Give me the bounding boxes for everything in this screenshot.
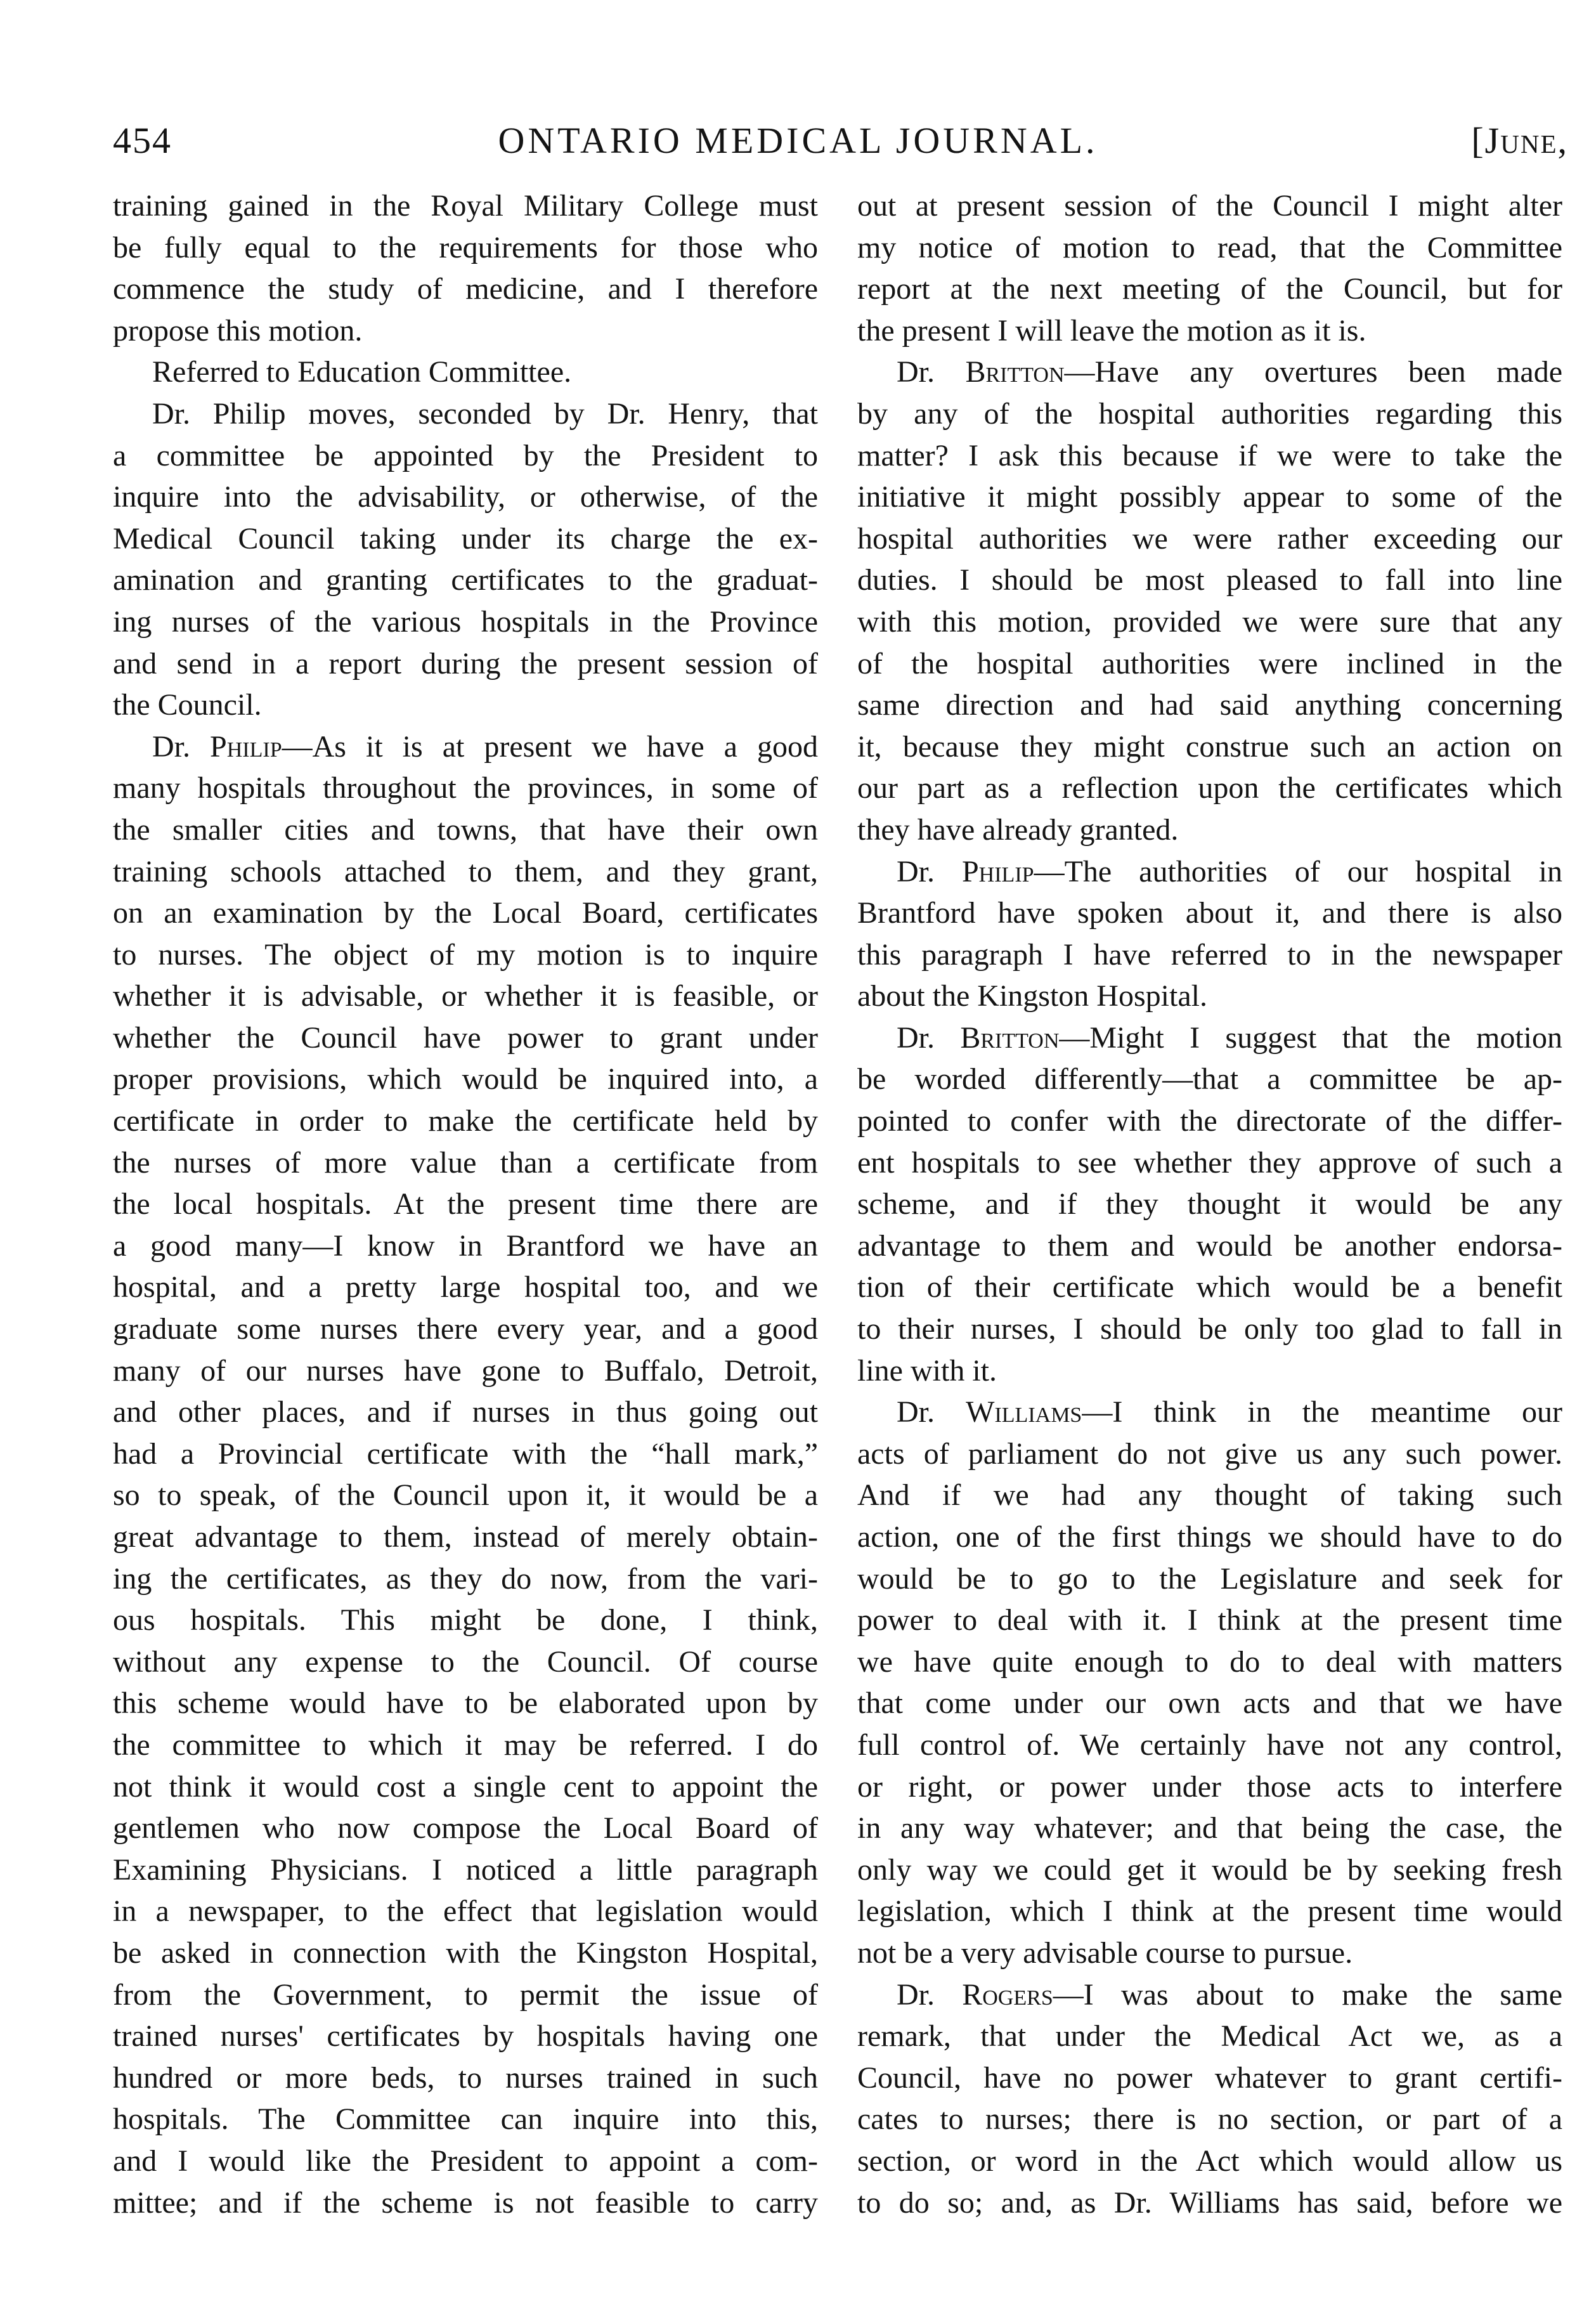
speaker-name: Philip [210, 729, 282, 764]
text-line: ent hospitals to see whether they approve of such a [857, 1145, 1562, 1180]
text-line: that come under our own acts and that we have [857, 1686, 1562, 1721]
text-line: initiative it might possibly appear to some of the [857, 480, 1562, 514]
text-line: out at present session of the Council I might alter [857, 189, 1562, 223]
text-line: pointed to confer with the directorate of the differ- [857, 1104, 1562, 1138]
text-line: and other places, and if nurses in thus going out [113, 1395, 818, 1429]
text-line: be asked in connection with the Kingston Hospital, [113, 1936, 818, 1970]
text-line: Referred to Education Committee. [152, 355, 572, 389]
text-line: to their nurses, I should be only too glad to fall in [857, 1312, 1562, 1346]
text-line: ing nurses of the various hospitals in the Province [113, 604, 818, 639]
text-line: remark, that under the Medical Act we, as a [857, 2019, 1562, 2053]
text-line: training schools attached to them, and they grant, [113, 854, 818, 888]
right-column [857, 185, 1562, 2223]
text-line: Brantford have spoken about it, and there is also [857, 896, 1562, 930]
text-line: my notice of motion to read, that the Committee [857, 230, 1562, 264]
text-line: full control of. We certainly have not any control, [857, 1728, 1562, 1762]
text-line: Dr. Britton—Have any overtures been made [897, 355, 1562, 389]
text-line: about the Kingston Hospital. [857, 979, 1207, 1013]
text-line: hundred or more beds, to nurses trained in such [113, 2060, 818, 2095]
text-line: hospital, and a pretty large hospital too, and we [113, 1270, 818, 1305]
text-line: power to deal with it. I think at the present time [857, 1603, 1562, 1637]
text-line: amination and granting certificates to the graduat- [113, 563, 818, 597]
running-title: ONTARIO MEDICAL JOURNAL. [498, 120, 1098, 161]
text-line: of the hospital authorities were inclined in the [857, 646, 1562, 680]
left-column [113, 185, 818, 2223]
page-number: 454 [113, 120, 172, 161]
text-line: be fully equal to the requirements for those who [113, 230, 818, 264]
speaker-name: Britton [965, 355, 1065, 389]
text-line: mittee; and if the scheme is not feasible to carry [113, 2185, 818, 2220]
text-line: same direction and had said anything concerning [857, 688, 1562, 722]
text-line: whether the Council have power to grant under [113, 1020, 818, 1055]
speaker-name: Britton [960, 1020, 1060, 1055]
text-line: and send in a report during the present session of [113, 646, 818, 680]
text-line: Examining Physicians. I noticed a little paragraph [113, 1852, 818, 1887]
text-line: Dr. Britton—Might I suggest that the motion [897, 1020, 1562, 1055]
text-line: Dr. Philip—The authorities of our hospital in [897, 854, 1562, 888]
text-line: Dr. Rogers—I was about to make the same [897, 1977, 1562, 2012]
text-line: they have already granted. [857, 812, 1179, 847]
text-line: tion of their certificate which would be a benefit [857, 1270, 1562, 1305]
text-line: Dr. Williams—I think in the meantime our [897, 1395, 1562, 1429]
text-line: not think it would cost a single cent to appoint the [113, 1769, 818, 1804]
text-line: a committee be appointed by the President to [113, 438, 818, 472]
text-line: the committee to which it may be referred. I do [113, 1728, 818, 1762]
text-line: inquire into the advisability, or otherwise, of the [113, 480, 818, 514]
text-line: a good many—I know in Brantford we have an [113, 1228, 818, 1263]
text-line: the local hospitals. At the present time there are [113, 1187, 818, 1221]
text-line: without any expense to the Council. Of course [113, 1644, 818, 1679]
text-line: proper provisions, which would be inquired into, a [113, 1062, 818, 1097]
text-line: ing the certificates, as they do now, from the vari- [113, 1561, 818, 1596]
text-line: this scheme would have to be elaborated upon by [113, 1686, 818, 1721]
text-line: line with it. [857, 1353, 997, 1388]
text-line: advantage to them and would be another endorsa- [857, 1228, 1562, 1263]
text-line: had a Provincial certificate with the “hall mark,” [113, 1436, 818, 1471]
text-line: the nurses of more value than a certificate from [113, 1145, 818, 1180]
text-line: only way we could get it would be by seeking fresh [857, 1852, 1562, 1887]
text-line: certificate in order to make the certificate held by [113, 1104, 818, 1138]
text-line: with this motion, provided we were sure that any [857, 604, 1562, 639]
text-line: Dr. Philip—As it is at present we have a good [152, 729, 818, 764]
text-line: trained nurses' certificates by hospitals having one [113, 2019, 818, 2053]
text-line: Dr. Philip moves, seconded by Dr. Henry, that [152, 396, 818, 431]
text-line: many hospitals throughout the provinces, in some of [113, 771, 818, 805]
text-line: report at the next meeting of the Council, but for [857, 272, 1562, 306]
text-line: to do so; and, as Dr. Williams has said, before we [857, 2185, 1562, 2220]
text-line: be worded differently—that a committee be ap- [857, 1062, 1562, 1097]
text-line: training gained in the Royal Military College must [113, 189, 818, 223]
text-line: scheme, and if they thought it would be any [857, 1187, 1562, 1221]
text-line: Council, have no power whatever to grant certifi- [857, 2060, 1562, 2095]
text-line: gentlemen who now compose the Local Board of [113, 1811, 818, 1845]
text-line: hospitals. The Committee can inquire into this, [113, 2102, 818, 2137]
text-line: so to speak, of the Council upon it, it would be a [113, 1478, 818, 1513]
text-line: not be a very advisable course to pursue. [857, 1936, 1353, 1970]
text-line: And if we had any thought of taking such [857, 1478, 1562, 1513]
text-line: on an examination by the Local Board, certificates [113, 896, 818, 930]
text-line: duties. I should be most pleased to fall into line [857, 563, 1562, 597]
text-line: this paragraph I have referred to in the newspaper [857, 937, 1562, 972]
text-line: ous hospitals. This might be done, I think, [113, 1603, 818, 1637]
running-month: [June, [1471, 120, 1568, 161]
text-line: matter? I ask this because if we were to take the [857, 438, 1562, 472]
text-line: the smaller cities and towns, that have their own [113, 812, 818, 847]
text-line: Medical Council taking under its charge the ex- [113, 521, 818, 556]
text-line: or right, or power under those acts to interfere [857, 1769, 1562, 1804]
text-line: to nurses. The object of my motion is to inquire [113, 937, 818, 972]
text-line: from the Government, to permit the issue of [113, 1977, 818, 2012]
text-line: the present I will leave the motion as it is. [857, 313, 1366, 348]
speaker-name: Rogers [962, 1977, 1053, 2012]
speaker-name: Philip [961, 854, 1034, 888]
text-line: and I would like the President to appoint a com- [113, 2144, 818, 2178]
text-line: by any of the hospital authorities regarding this [857, 396, 1562, 431]
text-line: in any way whatever; and that being the case, the [857, 1811, 1562, 1845]
text-line: hospital authorities we were rather exceeding our [857, 521, 1562, 556]
text-line: commence the study of medicine, and I therefore [113, 272, 818, 306]
text-line: we have quite enough to do to deal with matters [857, 1644, 1562, 1679]
text-line: in a newspaper, to the effect that legislation would [113, 1894, 818, 1929]
text-line: our part as a reflection upon the certificates which [857, 771, 1562, 805]
text-line: graduate some nurses there every year, and a good [113, 1312, 818, 1346]
text-line: legislation, which I think at the present time would [857, 1894, 1562, 1929]
text-line: it, because they might construe such an action on [857, 729, 1562, 764]
text-line: would be to go to the Legislature and seek for [857, 1561, 1562, 1596]
text-line: section, or word in the Act which would allow us [857, 2144, 1562, 2178]
text-line: great advantage to them, instead of merely obtain- [113, 1520, 818, 1554]
text-line: many of our nurses have gone to Buffalo, Detroit, [113, 1353, 818, 1388]
text-line: propose this motion. [113, 313, 363, 348]
text-line: the Council. [113, 688, 262, 722]
speaker-name: Williams [966, 1395, 1082, 1429]
text-line: cates to nurses; there is no section, or part of a [857, 2102, 1562, 2137]
text-line: whether it is advisable, or whether it is feasible, or [113, 979, 818, 1013]
text-line: action, one of the first things we should have to do [857, 1520, 1562, 1554]
text-line: acts of parliament do not give us any such power. [857, 1436, 1562, 1471]
